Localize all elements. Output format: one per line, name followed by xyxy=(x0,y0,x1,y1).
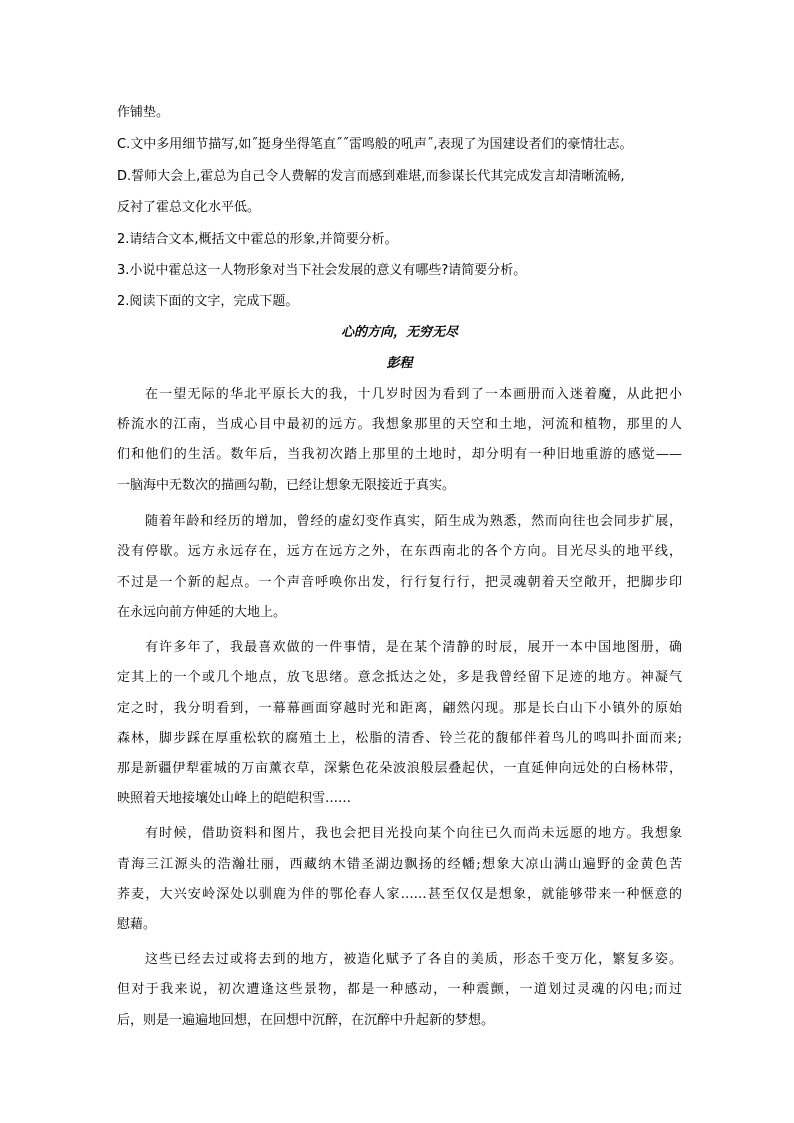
option-b-continuation: 作铺垫。 xyxy=(117,105,170,120)
p3-line-3: 定之时，我分明看到，一幕幕画面穿越时光和距离，翩然闪现。那是长白山下小镇外的原始 xyxy=(117,701,682,716)
p1-line-2: 桥流水的江南，当成心目中最初的远方。我想象那里的天空和土地，河流和植物，那里的人 xyxy=(117,417,682,432)
p2-line-1: 随着年龄和经历的增加，曾经的虚幻变作真实，陌生成为熟悉，然而向往也会同步扩展， xyxy=(145,514,682,529)
option-d-line-2: 反衬了霍总文化水平低。 xyxy=(117,200,261,215)
question-2: 2.请结合文本,概括文中霍总的形象,并简要分析。 xyxy=(117,232,398,247)
p3-line-4: 森林，脚步踩在厚重松软的腐殖土上，松脂的清香、铃兰花的馥郁伴着鸟儿的鸣叫扑面而来; xyxy=(117,731,682,746)
p2-line-2: 没有停歇。远方永远存在，远方在远方之外，在东西南北的各个方向。目光尽头的地平线， xyxy=(117,544,682,559)
p3-line-1: 有许多年了，我最喜欢做的一件事情，是在某个清静的时辰，展开一本中国地图册，确 xyxy=(145,640,682,655)
p5-line-1: 这些已经去过或将去到的地方，被造化赋予了各自的美质，形态千变万化，繁复多姿。 xyxy=(145,952,682,967)
p3-line-5: 那是新疆伊犁霍城的万亩薰衣草，深紫色花朵波浪般层叠起伏，一直延伸向远处的白杨林带， xyxy=(117,761,682,776)
p4-line-3: 荞麦，大兴安岭深处以驯鹿为伴的鄂伦春人家……甚至仅仅是想象，就能够带来一种惬意的 xyxy=(117,887,682,902)
p5-line-3: 后，则是一遍遍地回想，在回想中沉醉，在沉醉中升起新的梦想。 xyxy=(117,1013,495,1028)
p1-line-4: 一脑海中无数次的描画勾勒，已经让想象无限接近于真实。 xyxy=(117,478,456,493)
p5-line-2: 但对于我来说，初次遭逢这些景物，都是一种感动，一种震颤，一道划过灵魂的闪电;而过 xyxy=(117,982,682,997)
p3-line-2: 定其上的一个或几个地点，放飞思绪。意念抵达之处，多是我曾经留下足迹的地方。神凝气 xyxy=(117,670,682,685)
p4-line-2: 青海三江源头的浩瀚壮丽，西藏纳木错圣湖边飘扬的经幡;想象大凉山满山遍野的金黄色苦 xyxy=(117,857,682,872)
article-author: 彭程 xyxy=(386,356,413,371)
p4-line-1: 有时候，借助资料和图片，我也会把目光投向某个向往已久而尚未远愿的地方。我想象 xyxy=(145,826,682,841)
p1-line-1: 在一望无际的华北平原长大的我，十几岁时因为看到了一本画册而入迷着魔，从此把小 xyxy=(145,387,682,402)
p2-line-3: 不过是一个新的起点。一个声音呼唤你出发，行行复行行，把灵魂朝着天空敞开，把脚步印 xyxy=(117,575,682,590)
section-2-heading: 2.阅读下面的文字，完成下题。 xyxy=(117,294,299,309)
article-title: 心的方向，无穷无尽 xyxy=(340,325,458,340)
option-c: C.文中多用细节描写,如˝挺身坐得笔直˝˝雷鸣般的吼声˝,表现了为国建设者们的豪情壮志。 xyxy=(117,137,633,152)
p4-line-4: 慰藉。 xyxy=(117,917,157,932)
option-d-line-1: D.誓师大会上,霍总为自己令人费解的发言而感到难堪,而参谋长代其完成发言却清晰流畅, xyxy=(117,169,625,184)
p3-line-6: 映照着天地接壤处山峰上的皑皑积雪…… xyxy=(117,791,352,806)
p2-line-4: 在永远向前方伸延的大地上。 xyxy=(117,605,287,620)
question-3: 3.小说中霍总这一人物形象对当下社会发展的意义有哪些?请简要分析。 xyxy=(117,263,527,278)
p1-line-3: 们和他们的生活。数年后，当我初次踏上那里的土地时，却分明有一种旧地重游的感觉—— xyxy=(117,447,682,462)
